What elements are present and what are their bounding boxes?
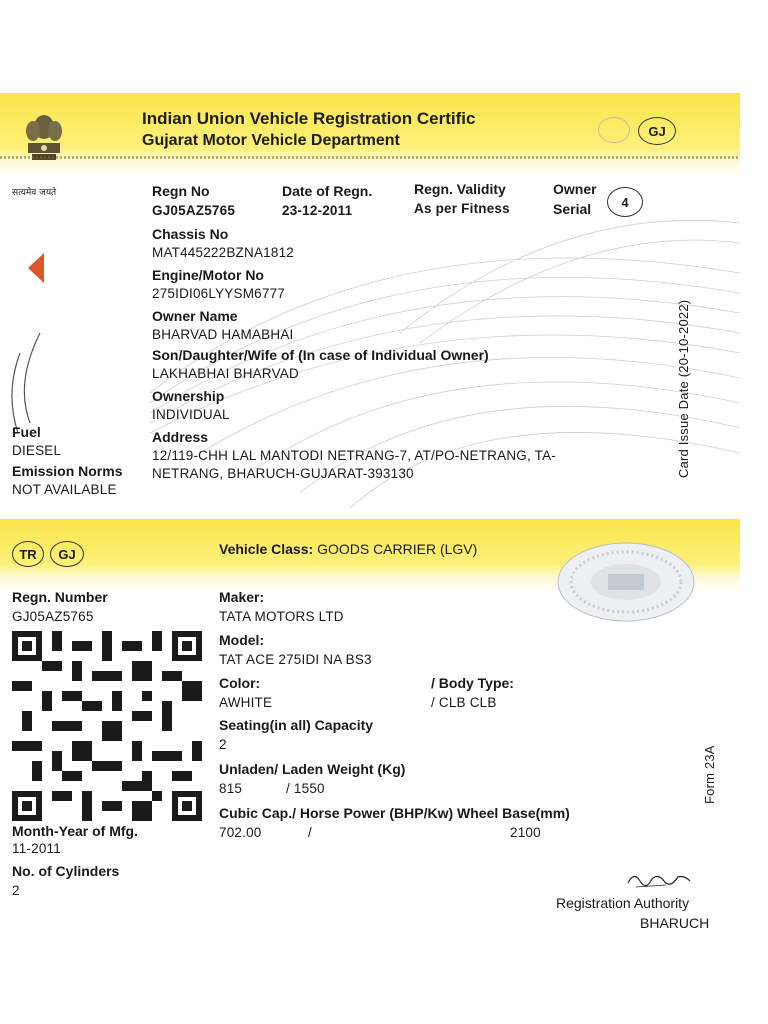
model-value: TAT ACE 275IDI NA BS3 xyxy=(219,652,372,667)
authority-label: Registration Authority xyxy=(556,895,690,911)
owner-name-label: Owner Name xyxy=(152,308,238,324)
engine-value: 275IDI06LYYSM6777 xyxy=(152,286,285,301)
certificate-title: Indian Union Vehicle Registration Certific xyxy=(142,109,476,128)
ownership-value: INDIVIDUAL xyxy=(152,407,230,422)
model-label: Model: xyxy=(219,632,265,648)
emission-label: Emission Norms xyxy=(12,463,123,479)
regn-number-label: Regn. Number xyxy=(12,589,108,605)
vehicle-class-label: Vehicle Class: xyxy=(219,541,314,557)
address-label: Address xyxy=(152,429,209,445)
emission-value: NOT AVAILABLE xyxy=(12,482,117,497)
gj-badge: GJ xyxy=(50,541,84,567)
authority-signature xyxy=(626,867,694,891)
address-line1: 12/119-CHH LAL MANTODI NETRANG-7, AT/PO-NETRANG, TA- xyxy=(152,448,556,463)
chassis-value: MAT445222BZNA1812 xyxy=(152,245,294,260)
owner-serial-label-1: Owner xyxy=(553,181,597,197)
microtext-line xyxy=(0,156,740,159)
vehicle-class xyxy=(219,541,477,557)
laden-value: / 1550 xyxy=(286,781,325,796)
faint-seal-icon xyxy=(598,117,630,143)
maker-value: TATA MOTORS LTD xyxy=(219,609,344,624)
wheel-base-value: 2100 xyxy=(510,825,541,840)
engine-label: Engine/Motor No xyxy=(152,267,264,283)
owner-serial-label-2: Serial xyxy=(553,201,592,217)
national-emblem-icon xyxy=(14,109,74,189)
ownership-label: Ownership xyxy=(152,388,225,404)
state-badge: GJ xyxy=(638,117,676,145)
fuel-label: Fuel xyxy=(12,424,41,440)
unladen-value: 815 xyxy=(219,781,243,796)
weight-label: Unladen/ Laden Weight (Kg) xyxy=(219,761,406,777)
red-arrow-mark-icon xyxy=(28,253,46,283)
hologram-seal-icon xyxy=(556,541,696,623)
mfg-value: 11-2011 xyxy=(12,841,61,856)
color-value: AWHITE xyxy=(219,695,273,710)
date-of-regn-value: 23-12-2011 xyxy=(282,203,353,218)
regn-no-label: Regn No xyxy=(152,183,210,199)
mfg-label: Month-Year of Mfg. xyxy=(12,823,138,839)
body-type-value: / CLB CLB xyxy=(431,695,497,710)
cylinders-label: No. of Cylinders xyxy=(12,863,120,879)
tr-badge: TR xyxy=(12,541,44,567)
form-number: Form 23A xyxy=(702,745,717,804)
cubic-value: 702.00 xyxy=(219,825,262,840)
cubic-label: Cubic Cap./ Horse Power (BHP/Kw) Wheel Base(mm) xyxy=(219,805,570,821)
color-label: Color: xyxy=(219,675,261,691)
regn-number-value: GJ05AZ5765 xyxy=(12,609,94,624)
rc-card-front xyxy=(0,93,740,508)
hp-separator: / xyxy=(308,825,312,840)
fuel-value: DIESEL xyxy=(12,443,62,458)
emblem-motto: सत्यमेव जयते xyxy=(12,188,57,198)
owner-name-value: BHARVAD HAMABHAI xyxy=(152,327,294,342)
address-line2: NETRANG, BHARUCH-GUJARAT-393130 xyxy=(152,466,414,481)
department-name: Gujarat Motor Vehicle Department xyxy=(142,132,400,149)
maker-label: Maker: xyxy=(219,589,265,605)
body-type-label: / Body Type: xyxy=(431,675,514,691)
seating-label: Seating(in all) Capacity xyxy=(219,717,374,733)
rc-card-back xyxy=(0,519,740,929)
regn-validity-label: Regn. Validity xyxy=(414,181,506,197)
date-of-regn-label: Date of Regn. xyxy=(282,183,373,199)
relation-label: Son/Daughter/Wife of (In case of Individual Owner) xyxy=(152,347,489,363)
chassis-label: Chassis No xyxy=(152,226,229,242)
qr-code xyxy=(12,631,202,821)
card-issue-date: Card Issue Date (20-10-2022) xyxy=(676,299,691,478)
regn-no-value: GJ05AZ5765 xyxy=(152,203,236,218)
authority-place: BHARUCH xyxy=(640,915,710,929)
cylinders-value: 2 xyxy=(12,883,20,898)
relation-value: LAKHABHAI BHARVAD xyxy=(152,366,299,381)
seating-value: 2 xyxy=(219,737,227,752)
owner-serial-value: 4 xyxy=(607,187,643,217)
vehicle-class-value: GOODS CARRIER (LGV) xyxy=(317,541,478,557)
regn-validity-value: As per Fitness xyxy=(414,201,510,216)
